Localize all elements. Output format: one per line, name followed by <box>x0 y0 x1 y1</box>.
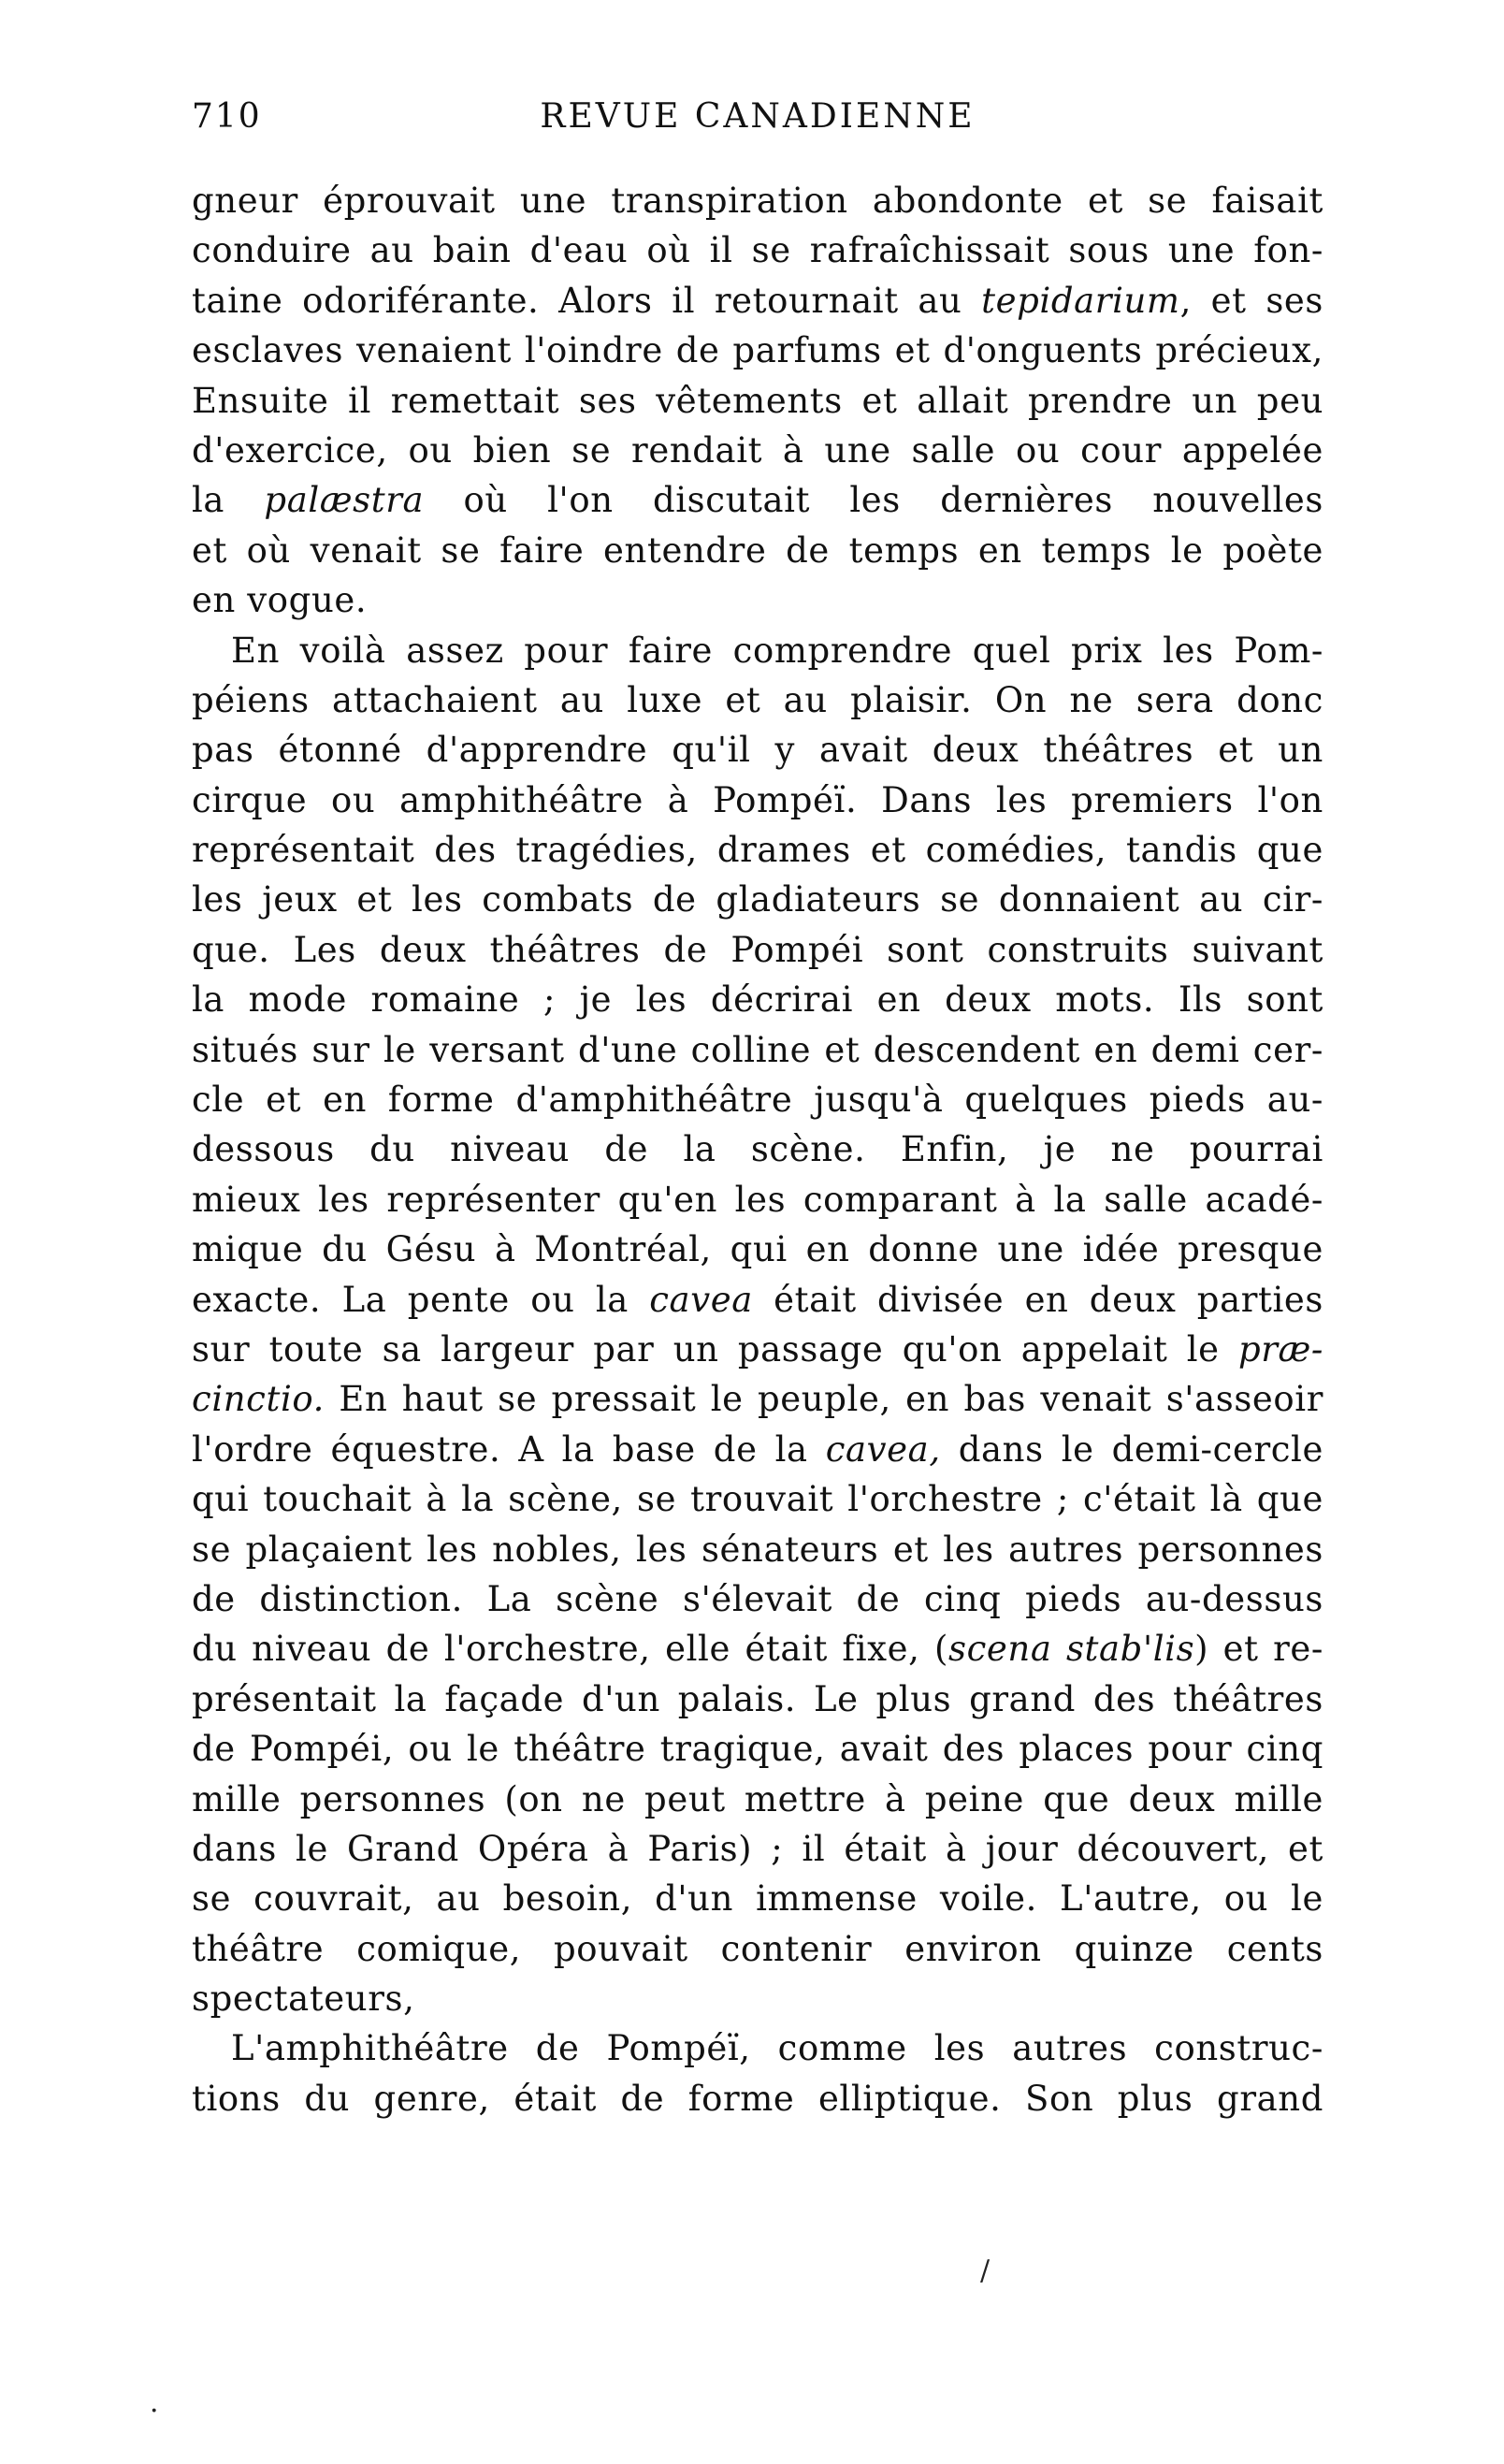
text-line: de Pompéi, ou le théâtre tragique, avait des places pour cinq <box>192 1729 1323 1770</box>
latin-term: tepidarium <box>981 280 1180 321</box>
text-run: , et ses <box>1179 280 1323 321</box>
text-line: cirque ou amphithéâtre à Pompéï. Dans les premiers l'on <box>192 779 1323 820</box>
latin-term: cavea, <box>825 1428 941 1470</box>
running-title: REVUE CANADIENNE <box>540 97 976 136</box>
latin-term: cavea <box>649 1279 753 1320</box>
text-line <box>192 1374 1323 1424</box>
text-run: sur toute sa largeur par un passage qu'on appelait le <box>192 1328 1238 1370</box>
text-line <box>192 475 1323 525</box>
text-line: En voilà assez pour faire comprendre quel prix les Pom- <box>231 630 1323 671</box>
text-line <box>192 1275 1323 1325</box>
ink-speck: / <box>980 2254 991 2287</box>
text-line <box>192 1425 1323 1474</box>
text-run: exacte. La pente ou la <box>192 1279 650 1320</box>
text-line: mille personnes (on ne peut mettre à peine que deux mille <box>192 1778 1323 1819</box>
text-line: les jeux et les combats de gladiateurs se donnaient au cir- <box>192 879 1323 920</box>
text-line: gneur éprouvait une transpiration abondonte et se faisait <box>192 181 1323 221</box>
text-run: l'ordre équestre. A la base de la <box>192 1428 826 1470</box>
text-run: du niveau de l'orchestre, elle était fixe, ( <box>192 1629 948 1670</box>
text-run: En haut se pressait le peuple, en bas venait s'asseoir <box>325 1379 1323 1420</box>
text-line <box>192 1325 1323 1374</box>
text-line: qui touchait à la scène, se trouvait l'orchestre ; c'était là que <box>192 1479 1323 1520</box>
text-line: d'exercice, ou bien se rendait à une salle ou cour appelée <box>192 429 1323 471</box>
text-line: présentait la façade d'un palais. Le plus grand des théâtres <box>192 1678 1323 1719</box>
text-line <box>192 1624 1323 1674</box>
text-line: de distinction. La scène s'élevait de cinq pieds au-dessus <box>192 1578 1323 1619</box>
text-line: et où venait se faire entendre de temps en temps le poète <box>192 529 1323 571</box>
text-line: L'amphithéâtre de Pompéï, comme les autres construc- <box>231 2028 1323 2069</box>
text-line: mieux les représenter qu'en les comparant à la salle acadé- <box>192 1179 1323 1220</box>
text-line: dans le Grand Opéra à Paris) ; il était à jour découvert, et <box>192 1828 1323 1869</box>
text-line: situés sur le versant d'une colline et descendent en demi cer- <box>192 1029 1323 1070</box>
text-line: mique du Gésu à Montréal, qui en donne une idée presque <box>192 1229 1323 1270</box>
text-line <box>192 276 1323 326</box>
text-run: taine odoriférante. Alors il retournait au <box>192 280 982 321</box>
text-line: péiens attachaient au luxe et au plaisir. On ne sera donc <box>192 679 1323 720</box>
text-line: se plaçaient les nobles, les sénateurs et les autres personnes <box>192 1529 1323 1570</box>
text-line: théâtre comique, pouvait contenir environ quinze cents <box>192 1928 1323 1969</box>
running-header <box>192 94 1323 140</box>
text-line: Ensuite il remettait ses vêtements et allait prendre un peu <box>192 380 1323 421</box>
latin-term: præ- <box>1237 1328 1323 1370</box>
latin-term: palæstra <box>264 480 425 521</box>
latin-term: scena stab'lis <box>947 1629 1195 1670</box>
latin-term: cinctio. <box>192 1379 325 1420</box>
text-line: tions du genre, était de forme elliptique. Son plus grand <box>192 2078 1323 2119</box>
text-run: ) et re- <box>1194 1629 1323 1670</box>
text-line: la mode romaine ; je les décrirai en deux mots. Ils sont <box>192 979 1323 1021</box>
text-run: où l'on discutait les dernières nouvelles <box>424 480 1323 521</box>
text-run: dans le demi-cercle <box>940 1428 1323 1470</box>
text-line: représentait des tragédies, drames et comédies, tandis que <box>192 830 1323 871</box>
text-line: que. Les deux théâtres de Pompéi sont construits suivant <box>192 929 1323 970</box>
text-line: en vogue. <box>192 580 368 621</box>
text-line: cle et en forme d'amphithéâtre jusqu'à quelques pieds au- <box>192 1080 1323 1121</box>
text-run: la <box>192 480 265 521</box>
text-line: se couvrait, au besoin, d'un immense voile. L'autre, ou le <box>192 1878 1323 1920</box>
text-line: dessous du niveau de la scène. Enfin, je ne pourrai <box>192 1129 1323 1170</box>
text-line: conduire au bain d'eau où il se rafraîchissait sous une fon- <box>192 230 1323 271</box>
text-line: spectateurs, <box>192 1978 415 2020</box>
text-run: était divisée en deux parties <box>752 1279 1323 1320</box>
body-text <box>192 176 1323 2123</box>
page-number: 710 <box>192 97 262 136</box>
text-line: pas étonné d'apprendre qu'il y avait deux théâtres et un <box>192 730 1323 771</box>
ink-speck: · <box>150 2395 159 2428</box>
text-line: esclaves venaient l'oindre de parfums et d'onguents précieux, <box>192 330 1323 371</box>
